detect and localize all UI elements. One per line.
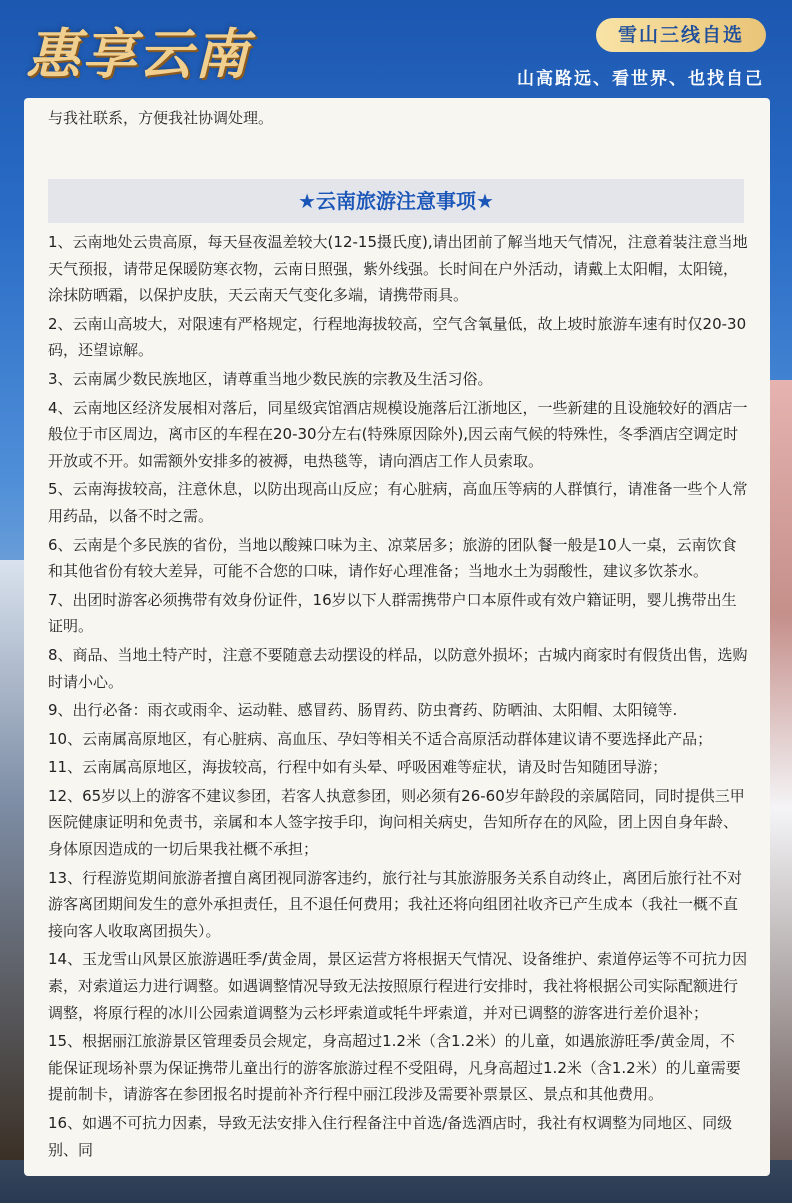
notice-item: 6、云南是个多民族的省份，当地以酸辣口味为主、凉菜居多；旅游的团队餐一般是10人一桌，云南饮食和其他省份有较大差异，可能不合您的口味，请作好心理准备；当地水土为弱酸性，建议多饮茶水。 (48, 535, 737, 581)
notice-item: 14、玉龙雪山风景区旅游遇旺季/黄金周，景区运营方将根据天气情况、设备维护、索道停运等不可抗力因素，对索道运力进行调整。如遇调整情况导致无法按照原行程进行安排时，我社将根据公司实际配额进行调整，将原行程的冰川公园索道调整为云杉坪索道或牦牛坪索道，并对已调整的游客进行差价退补； (48, 950, 748, 1022)
slogan-text: 山高路远、看世界、也找自己 (517, 69, 764, 89)
notice-item: 11、云南属高原地区，海拔较高，行程中如有头晕、呼吸困难等症状，请及时告知随团导游； (48, 758, 668, 777)
lead-paragraph: 与我社联系，方便我社协调处理。 (48, 109, 274, 127)
notice-item: 9、出行必备：雨衣或雨伞、运动鞋、感冒药、肠胃药、防虫膏药、防晒油、太阳帽、太阳镜等. (48, 701, 678, 720)
notice-item: 15、根据丽江旅游景区管理委员会规定，身高超过1.2米（含1.2米）的儿童，如遇旅游旺季/黄金周，不能保证现场补票为保证携带儿童出行的游客旅游过程不受阻碍，凡身高超过1.2米（含1.2米）的儿童需要提前制卡，请游客在参团报名时提前补齐行程中丽江段涉及需要补票景区、景点和其他费用。 (48, 1032, 741, 1104)
section-title: ★云南旅游注意事项★ (48, 179, 744, 223)
route-badge: 雪山三线自选 (596, 18, 766, 52)
header-banner (0, 0, 792, 100)
notice-item: 2、云南山高坡大，对限速有严格规定，行程地海拔较高，空气含氧量低，故上坡时旅游车速有时仅20-30码，还望谅解。 (48, 314, 747, 360)
notice-item: 1、云南地处云贵高原，每天昼夜温差较大(12-15摄氏度),请出团前了解当地天气情况，注意着装注意当地天气预报，请带足保暖防寒衣物，云南日照强，紫外线强。长时间在户外活动，请戴上太阳帽，太阳镜，涂抹防晒霜，以保护皮肤，天云南天气变化多端，请携带雨具。 (48, 233, 748, 305)
notice-item: 3、云南属少数民族地区，请尊重当地少数民族的宗教及生活习俗。 (48, 369, 493, 388)
notice-item: 10、云南属高原地区，有心脏病、高血压、孕妇等相关不适合高原活动群体建议请不要选择此产品； (48, 729, 713, 748)
notice-item: 7、出团时游客必须携带有效身份证件，16岁以下人群需携带户口本原件或有效户籍证明，婴儿携带出生证明。 (48, 590, 737, 636)
notice-item: 16、如遇不可抗力因素，导致无法安排入住行程备注中首选/备选酒店时，我社有权调整为同地区、同级别、同 (48, 1114, 733, 1159)
content-panel (24, 98, 770, 1176)
brand-logo: 惠享云南 (26, 22, 250, 86)
notice-item: 4、云南地区经济发展相对落后，同星级宾馆酒店规模设施落后江浙地区，一些新建的且设施较好的酒店一般位于市区周边，离市区的车程在20-30分左右(特殊原因除外),因云南气候的特殊性，冬季酒店空调定时开放或不开。如需额外安排多的被褥，电热毯等，请向酒店工作人员索取。 (48, 398, 748, 470)
notice-list (48, 229, 748, 1165)
notice-item: 5、云南海拔较高，注意休息，以防出现高山反应；有心脏病，高血压等病的人群慎行，请准备一些个人常用药品，以备不时之需。 (48, 480, 748, 525)
notice-item: 13、行程游览期间旅游者擅自离团视同游客违约，旅行社与其旅游服务关系自动终止，离团后旅行社不对游客离团期间发生的意外承担责任，且不退任何费用；我社还将向组团社收齐已产生成本（我社一概不直接向客人收取离团损失）。 (48, 868, 743, 940)
notice-item: 8、商品、当地土特产时，注意不要随意去动摆设的样品，以防意外损坏；古城内商家时有假货出售，选购时请小心。 (48, 645, 748, 691)
notice-item: 12、65岁以上的游客不建议参团，若客人执意参团，则必须有26-60岁年龄段的亲属陪同，同时提供三甲医院健康证明和免责书，亲属和本人签字按手印，询问相关病史，告知所存在的风险，团上因自身年龄、身体原因造成的一切后果我社概不承担； (48, 786, 745, 859)
